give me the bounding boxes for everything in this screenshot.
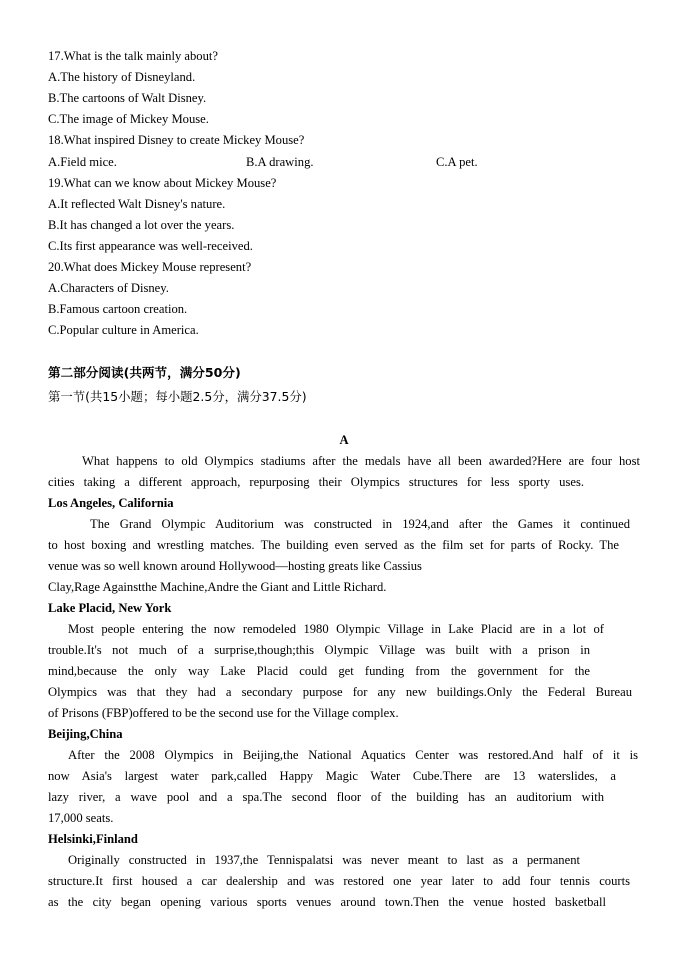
hk-line-3: as the city began opening various sports venues around town.Then the venue hosted basketball xyxy=(48,895,606,909)
lp-line-4: Olympics was that they had a secondary purpose for any new buildings.Only the Federal Bureau xyxy=(48,685,632,699)
option-18b: B.A drawing. xyxy=(246,155,314,169)
hk-line-1: Originally constructed in 1937,the Tennispalatsi was never meant to last as a permanent xyxy=(68,853,580,867)
passage-label: A xyxy=(339,433,349,447)
lp-line-3: mind,because the only way Lake Placid could get funding from the government for the xyxy=(48,664,590,678)
option-19b: B.It has changed a lot over the years. xyxy=(48,218,235,232)
option-20a: A.Characters of Disney. xyxy=(48,281,169,295)
section-title: 第一节(共15小题；每小题2.5分，满分37.5分) xyxy=(48,389,307,404)
option-20b: B.Famous cartoon creation. xyxy=(48,302,188,316)
lp-line-5: of Prisons (FBP)offered to be the second use for the Village complex. xyxy=(48,706,399,720)
question-18: 18.What inspired Disney to create Mickey Mouse? xyxy=(48,133,305,147)
heading-los-angeles: Los Angeles, California xyxy=(48,496,174,510)
question-19: 19.What can we know about Mickey Mouse? xyxy=(48,176,277,190)
option-17a: A.The history of Disneyland. xyxy=(48,70,196,84)
question-17: 17.What is the talk mainly about? xyxy=(48,49,218,63)
intro-line-1: What happens to old Olympics stadiums after the medals have all been awarded?Here are four host xyxy=(82,454,640,468)
option-19a: A.It reflected Walt Disney's nature. xyxy=(48,197,226,211)
la-line-4: Clay,Rage Againstthe Machine,Andre the Giant and Little Richard. xyxy=(48,580,387,594)
lp-line-1: Most people entering the now remodeled 1980 Olympic Village in Lake Placid are in a lot of xyxy=(68,622,604,636)
la-line-2: to host boxing and wrestling matches. The building even served as the film set for parts of Rocky. The xyxy=(48,538,619,552)
la-line-1: The Grand Olympic Auditorium was constructed in 1924,and after the Games it continued xyxy=(90,517,630,531)
hk-line-2: structure.It first housed a car dealership and was restored one year later to add four tennis courts xyxy=(48,874,630,888)
option-18a: A.Field mice. xyxy=(48,155,117,169)
la-line-3: venue was so well known around Hollywood—hosting greats like Cassius xyxy=(48,559,422,573)
bj-line-2: now Asia's largest water park,called Happy Magic Water Cube.There are 13 waterslides, a xyxy=(48,769,616,783)
heading-lake-placid: Lake Placid, New York xyxy=(48,601,172,615)
option-18c: C.A pet. xyxy=(436,155,478,169)
bj-line-1: After the 2008 Olympics in Beijing,the National Aquatics Center was restored.And half of it is xyxy=(68,748,638,762)
option-17b: B.The cartoons of Walt Disney. xyxy=(48,91,207,105)
intro-line-2: cities taking a different approach, repurposing their Olympics structures for less sporty uses. xyxy=(48,475,584,489)
option-19c: C.Its first appearance was well-received. xyxy=(48,239,253,253)
options-18 xyxy=(48,152,640,173)
lp-line-2: trouble.It's not much of a surprise,though;this Olympic Village was built with a prison in xyxy=(48,643,590,657)
bj-line-3: lazy river, a wave pool and a spa.The second floor of the building has an auditorium with xyxy=(48,790,604,804)
heading-beijing: Beijing,China xyxy=(48,727,123,741)
option-20c: C.Popular culture in America. xyxy=(48,323,199,337)
bj-line-4: 17,000 seats. xyxy=(48,811,114,825)
part-title: 第二部分阅读(共两节，满分50分) xyxy=(48,365,241,380)
option-17c: C.The image of Mickey Mouse. xyxy=(48,112,209,126)
heading-helsinki: Helsinki,Finland xyxy=(48,832,138,846)
question-20: 20.What does Mickey Mouse represent? xyxy=(48,260,252,274)
